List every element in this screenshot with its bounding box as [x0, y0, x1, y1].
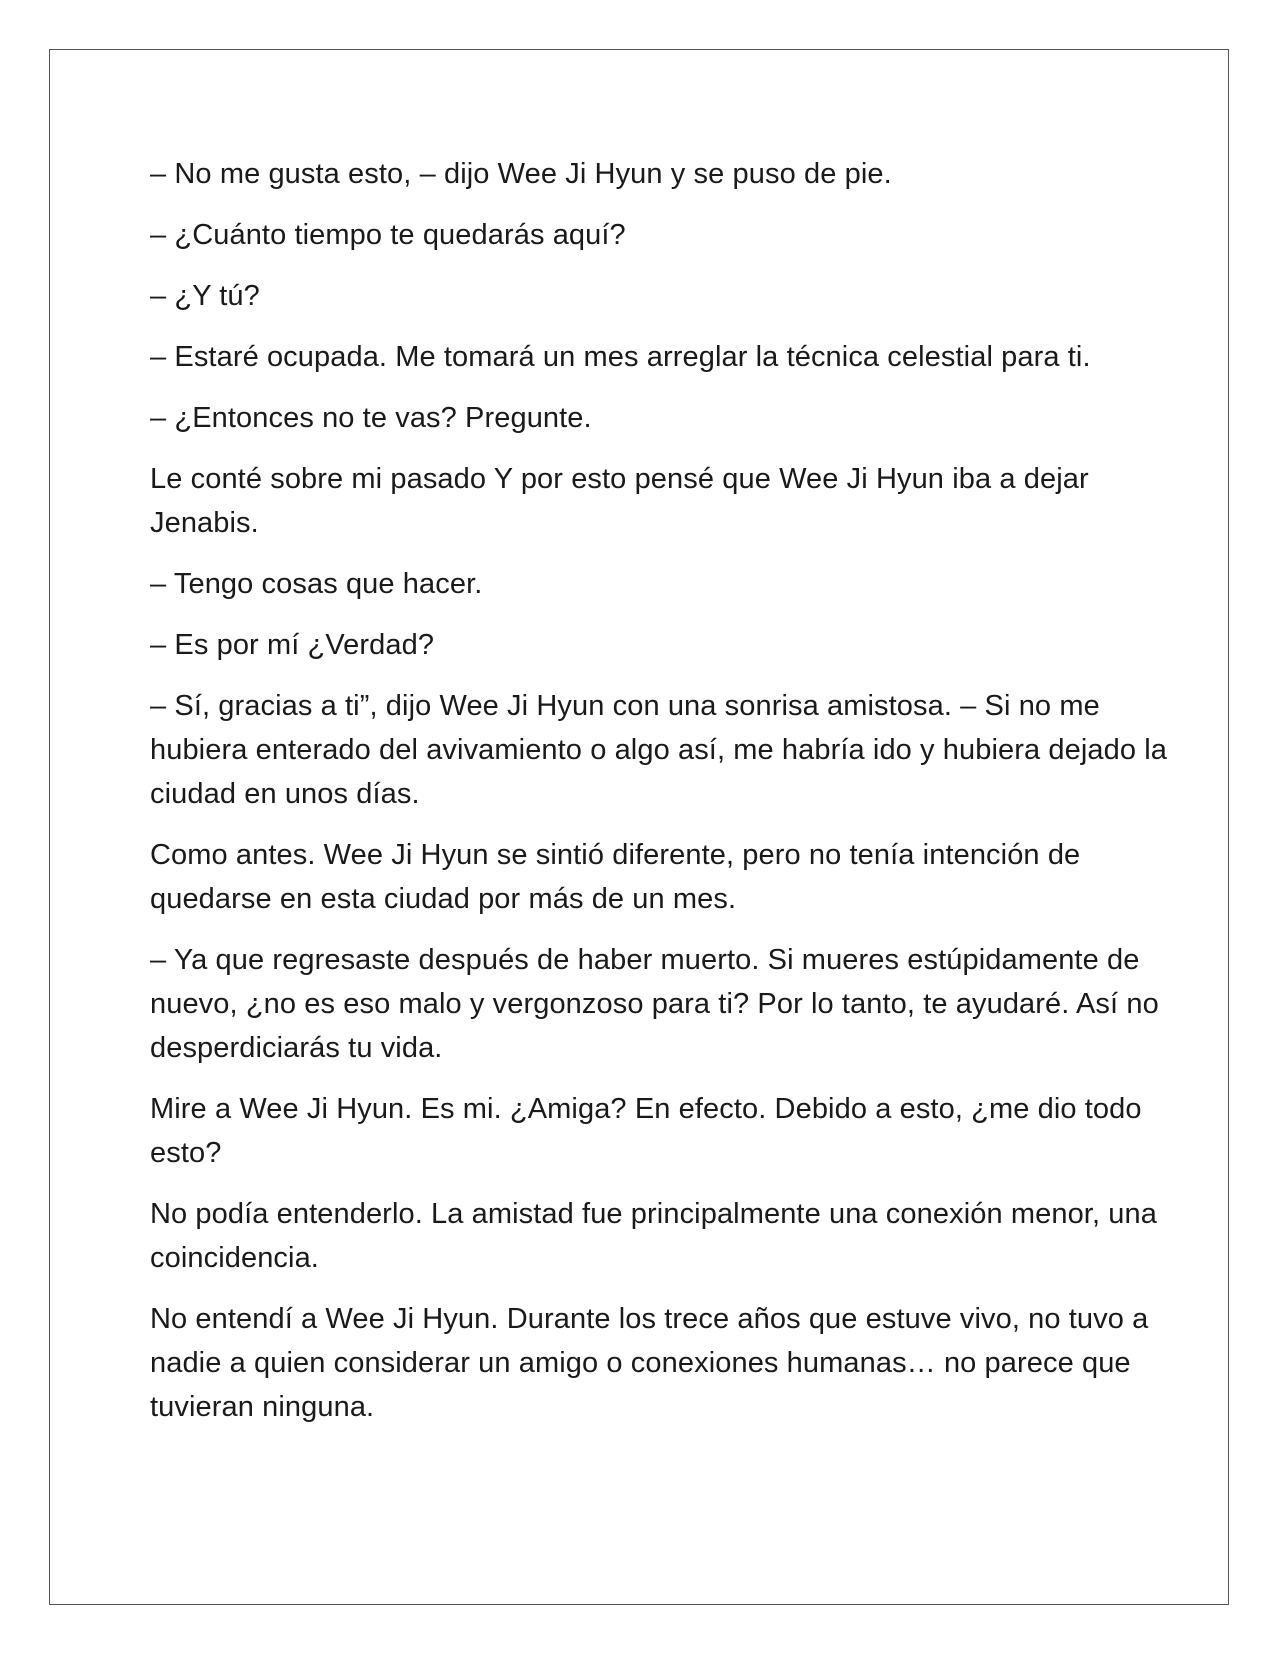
- paragraph: Le conté sobre mi pasado Y por esto pensé que Wee Ji Hyun iba a dejar Jenabis.: [150, 463, 1089, 539]
- paragraph: No podía entenderlo. La amistad fue principalmente una conexión menor, una coincidencia.: [150, 1198, 1157, 1274]
- document-body: [150, 152, 1180, 1446]
- document-page: [49, 49, 1229, 1605]
- paragraph: No entendí a Wee Ji Hyun. Durante los trece años que estuve vivo, no tuvo a nadie a quien considerar un amigo o conexiones humanas… no parece que tuvieran ninguna.: [150, 1303, 1149, 1423]
- paragraph: – ¿Y tú?: [150, 280, 260, 312]
- paragraph: – Ya que regresaste después de haber muerto. Si mueres estúpidamente de nuevo, ¿no es eso malo y vergonzoso para ti? Por lo tanto, te ayudaré. Así no desperdiciarás tu vida.: [150, 944, 1159, 1064]
- paragraph: – Tengo cosas que hacer.: [150, 568, 483, 600]
- paragraph: – Estaré ocupada. Me tomará un mes arreglar la técnica celestial para ti.: [150, 341, 1091, 373]
- paragraph: Como antes. Wee Ji Hyun se sintió diferente, pero no tenía intención de quedarse en esta ciudad por más de un mes.: [150, 839, 1081, 915]
- paragraph: – Es por mí ¿Verdad?: [150, 629, 435, 661]
- paragraph: – ¿Cuánto tiempo te quedarás aquí?: [150, 219, 626, 251]
- paragraph: – No me gusta esto, – dijo Wee Ji Hyun y se puso de pie.: [150, 158, 892, 190]
- paragraph: – Sí, gracias a ti”, dijo Wee Ji Hyun con una sonrisa amistosa. – Si no me hubiera enterado del avivamiento o algo así, me habría ido y hubiera dejado la ciudad en unos días.: [150, 690, 1168, 810]
- paragraph: – ¿Entonces no te vas? Pregunte.: [150, 402, 592, 434]
- paragraph: Mire a Wee Ji Hyun. Es mi. ¿Amiga? En efecto. Debido a esto, ¿me dio todo esto?: [150, 1093, 1142, 1169]
